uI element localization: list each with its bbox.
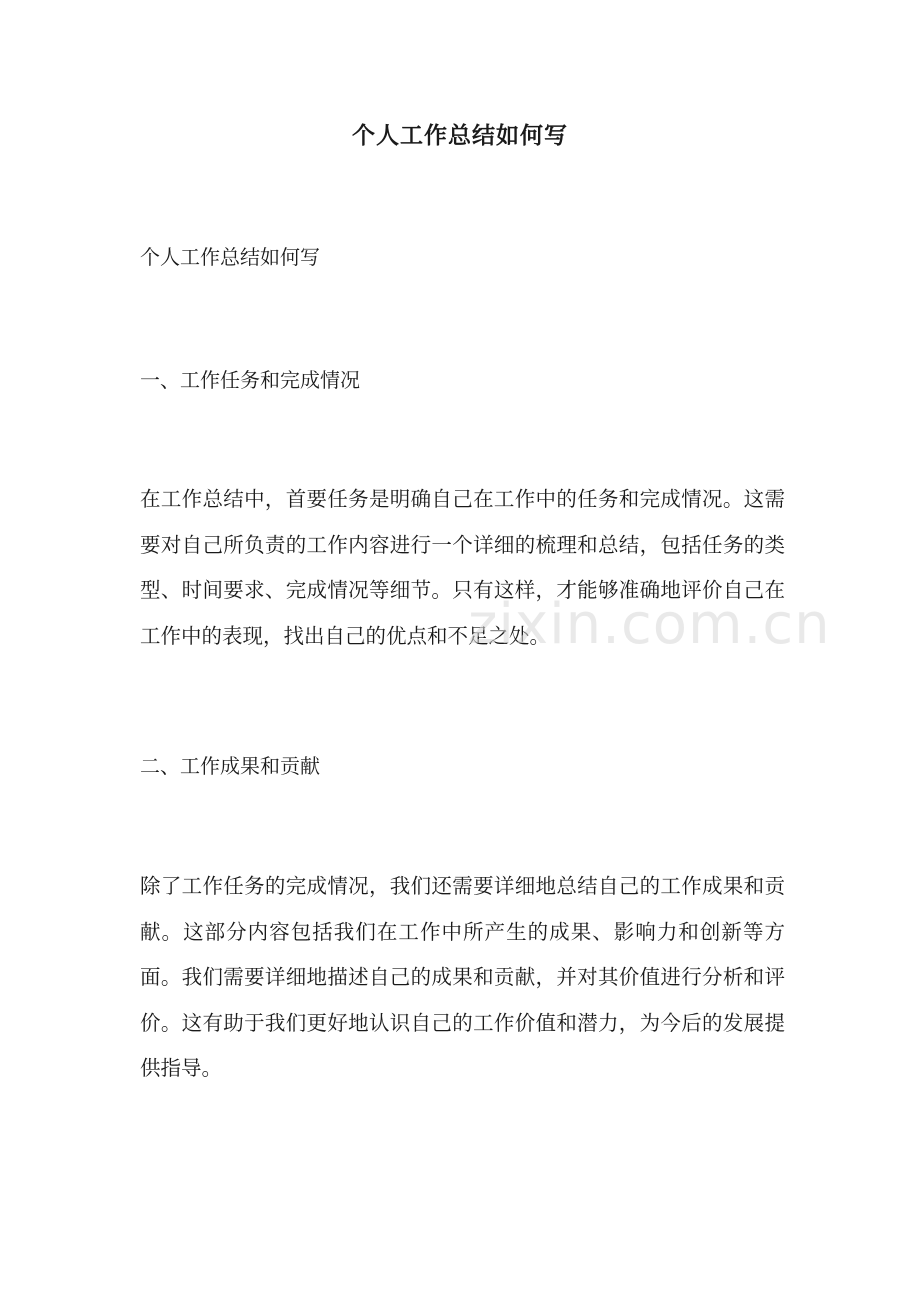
document-subtitle: 个人工作总结如何写 (140, 245, 320, 269)
section-heading-1: 一、工作任务和完成情况 (140, 368, 360, 392)
section-heading-2: 二、工作成果和贡献 (140, 754, 320, 778)
section-body-2: 除了工作任务的完成情况，我们还需要详细地总结自己的工作成果和贡献。这部分内容包括我们在工作中所产生的成果、影响力和创新等方面。我们需要详细地描述自己的成果和贡献，并对其价值进行分析和评价。这有助于我们更好地认识自己的工作价值和潜力，为今后的发展提供指导。 (140, 874, 785, 1080)
section-body-1: 在工作总结中，首要任务是明确自己在工作中的任务和完成情况。这需要对自己所负责的工作内容进行一个详细的梳理和总结，包括任务的类型、时间要求、完成情况等细节。只有这样，才能够准确地评价自己在工作中的表现，找出自己的优点和不足之处。 (140, 487, 785, 648)
watermark: zixin.com.cn (468, 592, 831, 657)
document-title: 个人工作总结如何写 (352, 122, 568, 149)
